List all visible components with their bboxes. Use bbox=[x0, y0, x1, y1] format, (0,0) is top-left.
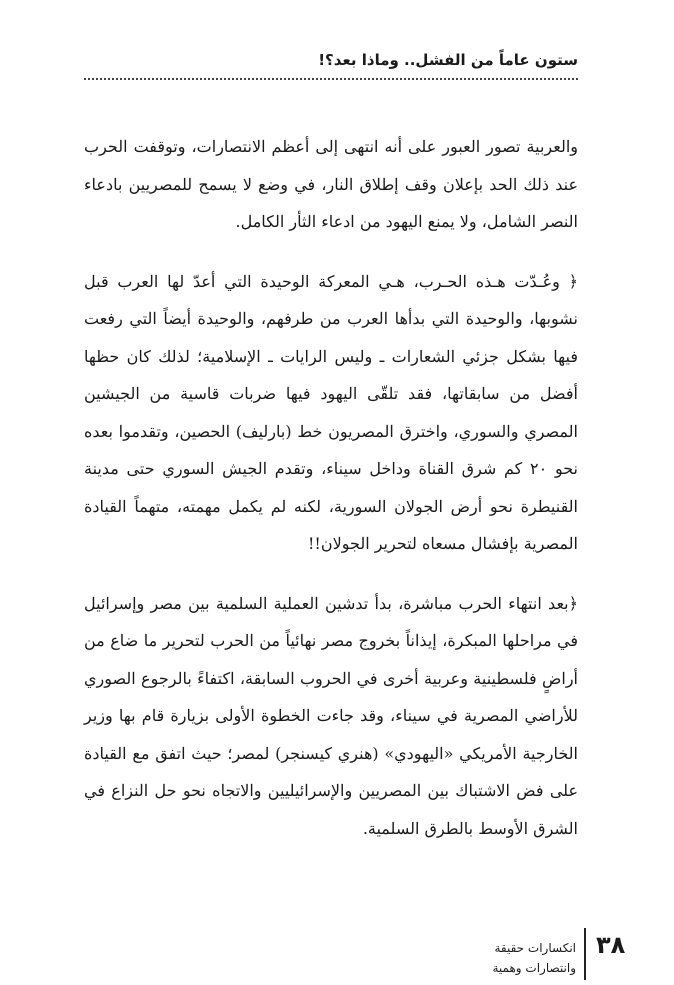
running-header-title: ستون عاماً من الفشل.. وماذا بعد؟! bbox=[318, 51, 578, 69]
page-number: ٣٨ bbox=[596, 931, 626, 959]
paragraph-3: ﴿بعد انتهاء الحرب مباشرة، بدأ تدشين العملية السلمية بين مصر وإسرائيل في مراحلها المبكرة، إيذاناً بخروج مصر نهائياً من الحرب لتحرير ما ضاع من أراضٍ فلسطينية وعربية أخرى في الحروب السابقة، اكتفاءً بالرجوع الصوري للأراضي المصرية في سيناء، وقد جاءت الخطوة الأولى بزيارة قام بها وزير الخارجية الأمريكي «اليهودي» (هنري كيسنجر) لمصر؛ حيث اتفق مع القيادة على فض الاشتباك بين المصريين والإسرائيليين والاتجاه نحو حل النزاع في الشرق الأوسط بالطرق السلمية. bbox=[84, 593, 578, 838]
footer-book-title bbox=[492, 938, 576, 978]
footer-vertical-rule bbox=[584, 928, 586, 980]
paragraph-1: والعربية تصور العبور على أنه انتهى إلى أعظم الانتصارات، وتوقفت الحرب عند ذلك الحد بإعلان وقف إطلاق النار، في وضع لا يسمح للمصريين بادعاء النصر الشامل، ولا يمنع اليهود من ادعاء الثأر الكامل. bbox=[84, 137, 578, 231]
footer-book-title-line-2: وانتصارات وهمية bbox=[492, 961, 576, 975]
footer-book-title-line-1: انكسارات حقيقة bbox=[494, 941, 576, 955]
body-text bbox=[84, 128, 578, 869]
paragraph-2: ﴿ وعُـدّت هـذه الحـرب، هـي المعركة الوحيدة التي أعدّ لها العرب قبل نشوبها، والوحيدة التي بدأها العرب من طرفهم، والوحيدة أيضاً التي رفعت فيها بشكل جزئي الشعارات ـ وليس الرايات ـ الإسلامية؛ لذلك كان حظها أفضل من سابقاتها، فقد تلقّى اليهود فيها ضربات قاسية من الجيشين المصري والسوري، واخترق المصريون خط (بارليف) الحصين، وتقدموا بعده نحو ٢٠ كم شرق القناة وداخل سيناء، وتقدم الجيش السوري حتى مدينة القنيطرة نحو أرض الجولان السورية، لكنه لم يكمل مهمته، متهماً القيادة المصرية بإفشال مسعاه لتحرير الجولان!! bbox=[84, 271, 578, 553]
header-dotted-rule bbox=[84, 78, 578, 80]
